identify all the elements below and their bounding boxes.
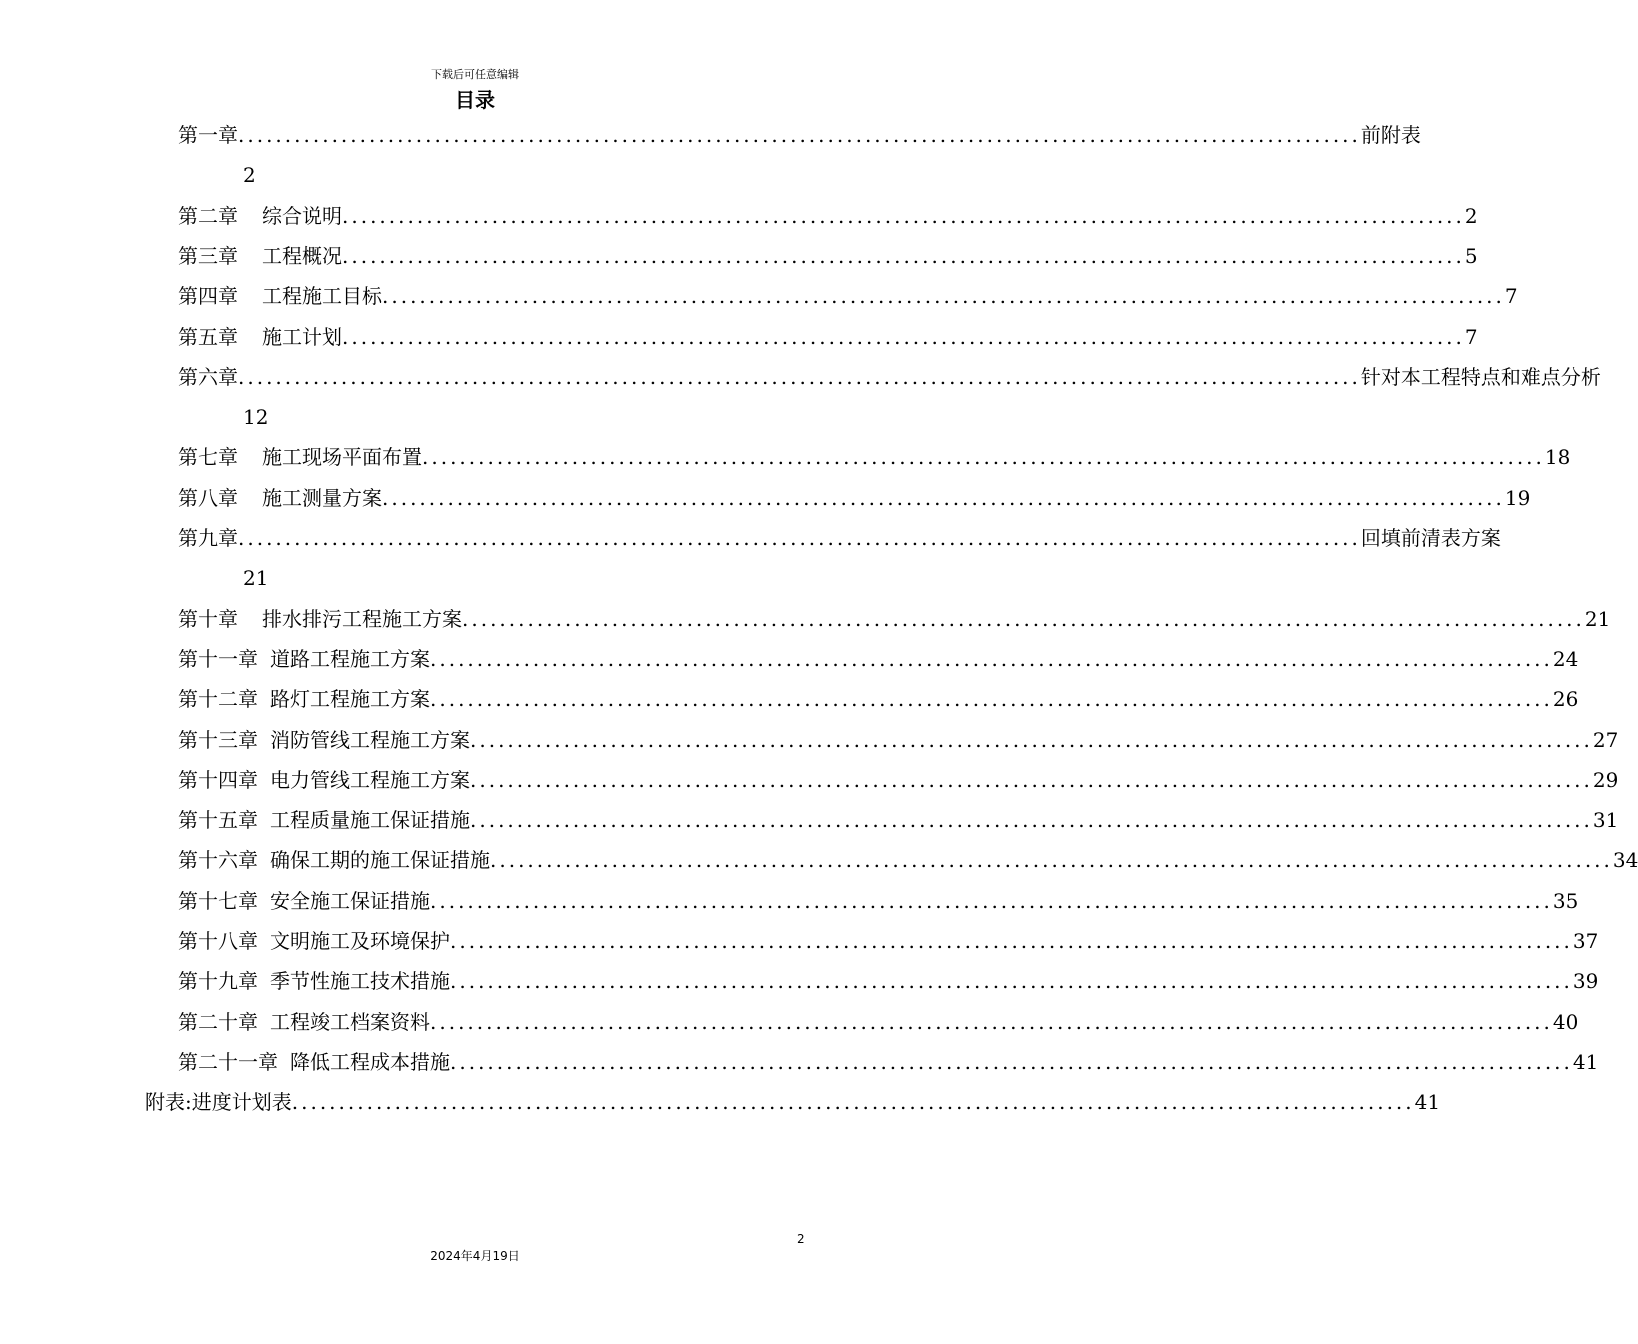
toc-leader: ........................................................................................................................: [430, 687, 1553, 712]
toc-title: 工程概况: [262, 243, 342, 268]
toc-entry[interactable]: [178, 720, 1619, 760]
toc-page: 35: [1552, 888, 1579, 913]
toc-title: 确保工期的施工保证措施: [270, 848, 490, 873]
toc-chapter: 附表:: [145, 1090, 192, 1115]
toc-leader: ........................................................................................................................: [238, 526, 1361, 550]
toc-chapter: 第十四章: [178, 767, 258, 792]
toc-chapter: 第九章: [178, 526, 238, 550]
toc-entry[interactable]: [178, 599, 1611, 639]
footer-date: 2024年4月19日: [430, 1249, 520, 1263]
toc-chapter: 第十八章: [178, 929, 258, 953]
toc-title: 施工测量方案: [262, 485, 382, 510]
toc-leader: ........................................................................................................................: [430, 1009, 1553, 1034]
toc-entry[interactable]: [178, 1002, 1579, 1042]
toc-leader: ........................................................................................................................: [382, 485, 1505, 510]
toc-page-continued: 21: [243, 566, 269, 591]
toc-page: 39: [1572, 969, 1599, 994]
toc-leader: ........................................................................................................................: [382, 284, 1505, 309]
toc-leader: ........................................................................................................................: [430, 646, 1553, 671]
toc-leader: ........................................................................................................................: [342, 243, 1465, 268]
toc-leader: ........................................................................................................................: [470, 727, 1593, 752]
toc-leader: ........................................................................................................................: [342, 324, 1465, 349]
toc-page: 回填前清表方案: [1360, 526, 1501, 550]
toc-title: 进度计划表: [191, 1090, 292, 1115]
toc-page: 2: [1464, 203, 1478, 228]
toc-chapter: 第八章: [178, 485, 238, 510]
toc-leader: ........................................................................................................................: [430, 888, 1553, 913]
toc-page: 26: [1552, 687, 1579, 712]
toc-leader: ........................................................................................................................: [342, 203, 1465, 228]
toc-chapter: 第十二章: [178, 687, 258, 712]
toc-page: 34: [1612, 848, 1638, 873]
toc-page: 24: [1552, 646, 1579, 671]
toc-chapter: 第一章: [178, 123, 238, 147]
toc-title: 道路工程施工方案: [270, 646, 430, 671]
toc-title: 排水排污工程施工方案: [262, 606, 462, 631]
toc-page: 19: [1504, 485, 1531, 510]
toc-entry[interactable]: [178, 1042, 1599, 1082]
toc-chapter: 第十九章: [178, 969, 258, 994]
toc-entry[interactable]: [178, 921, 1599, 961]
toc-chapter: 第五章: [178, 324, 238, 349]
toc-title: 季节性施工技术措施: [270, 969, 450, 994]
toc-chapter: 第二章: [178, 203, 238, 228]
toc-leader: ........................................................................................................................: [238, 123, 1361, 147]
toc-page: 针对本工程特点和难点分析: [1360, 364, 1601, 389]
toc-leader: ........................................................................................................................: [470, 808, 1593, 833]
page-number: 2: [797, 1232, 805, 1246]
toc-title: 路灯工程施工方案: [270, 687, 430, 712]
toc-entry[interactable]: [178, 881, 1579, 921]
toc-page: 40: [1552, 1009, 1579, 1034]
toc-leader: ........................................................................................................................: [450, 929, 1573, 953]
toc-page: 41: [1572, 1049, 1599, 1074]
toc-leader: ........................................................................................................................: [450, 1049, 1573, 1074]
toc-chapter: 第十一章: [178, 646, 258, 671]
toc-chapter: 第十三章: [178, 727, 258, 752]
toc-leader: ........................................................................................................................: [422, 445, 1545, 470]
header-note: 下载后可任意编辑: [431, 68, 519, 81]
toc-title: 安全施工保证措施: [270, 888, 430, 913]
toc-page: 31: [1592, 808, 1619, 833]
toc-entry[interactable]: [178, 437, 1571, 477]
toc-chapter: 第十六章: [178, 848, 258, 873]
toc-leader: ........................................................................................................................: [470, 767, 1593, 792]
toc-title: 电力管线工程施工方案: [270, 767, 470, 792]
toc-leader: ........................................................................................................................: [490, 848, 1613, 873]
toc-page: 29: [1592, 767, 1619, 792]
toc-chapter: 第十五章: [178, 808, 258, 833]
toc-leader: ........................................................................................................................: [462, 606, 1585, 631]
toc-page: 前附表: [1360, 123, 1421, 147]
toc-chapter: 第三章: [178, 243, 238, 268]
toc-chapter: 第十章: [178, 606, 238, 631]
toc-page: 27: [1592, 727, 1619, 752]
toc-entry[interactable]: [178, 236, 1478, 276]
toc-title: 工程竣工档案资料: [270, 1009, 430, 1034]
toc-entry[interactable]: [178, 276, 1518, 316]
toc-entry[interactable]: [178, 800, 1619, 840]
toc-title: 文明施工及环境保护: [270, 929, 450, 953]
toc-entry[interactable]: [178, 317, 1478, 357]
toc-page: 5: [1464, 243, 1478, 268]
toc-page: 41: [1414, 1090, 1441, 1115]
toc-leader: ........................................................................................................................: [450, 969, 1573, 994]
toc-chapter: 第十七章: [178, 888, 258, 913]
toc-leader: ........................................................................................................................: [291, 1090, 1415, 1115]
toc-entry[interactable]: [178, 679, 1579, 719]
toc-page: 21: [1584, 606, 1611, 631]
toc-chapter: 第二十一章: [178, 1049, 278, 1074]
toc-entry[interactable]: [178, 760, 1619, 800]
toc-entry[interactable]: [145, 1082, 1441, 1122]
toc-title: 工程施工目标: [262, 284, 382, 309]
toc-title: 降低工程成本措施: [290, 1049, 450, 1074]
toc-page: 7: [1464, 324, 1478, 349]
toc-entry[interactable]: [178, 196, 1478, 236]
page-title: 目录: [455, 88, 495, 112]
toc-entry[interactable]: [178, 357, 1601, 397]
toc-entry[interactable]: [178, 840, 1638, 880]
toc-chapter: 第四章: [178, 284, 238, 309]
toc-entry[interactable]: [178, 639, 1579, 679]
toc-title: 消防管线工程施工方案: [270, 727, 470, 752]
toc-chapter: 第二十章: [178, 1009, 258, 1034]
toc-entry[interactable]: [178, 518, 1501, 558]
toc-entry[interactable]: [178, 478, 1531, 518]
toc-page-continued: 2: [243, 163, 256, 188]
toc-page: 18: [1544, 445, 1571, 470]
toc-chapter: 第七章: [178, 445, 238, 470]
toc-title: 施工现场平面布置: [262, 445, 422, 470]
toc-chapter: 第六章: [178, 364, 238, 389]
toc-title: 综合说明: [262, 203, 342, 228]
toc-page: 37: [1572, 929, 1599, 953]
toc-page-continued: 12: [243, 405, 269, 430]
toc-page: 7: [1504, 284, 1518, 309]
toc-entry[interactable]: [178, 115, 1421, 155]
toc-title: 工程质量施工保证措施: [270, 808, 470, 833]
toc-entry[interactable]: [178, 961, 1599, 1001]
toc-leader: ........................................................................................................................: [238, 364, 1361, 389]
toc-title: 施工计划: [262, 324, 342, 349]
